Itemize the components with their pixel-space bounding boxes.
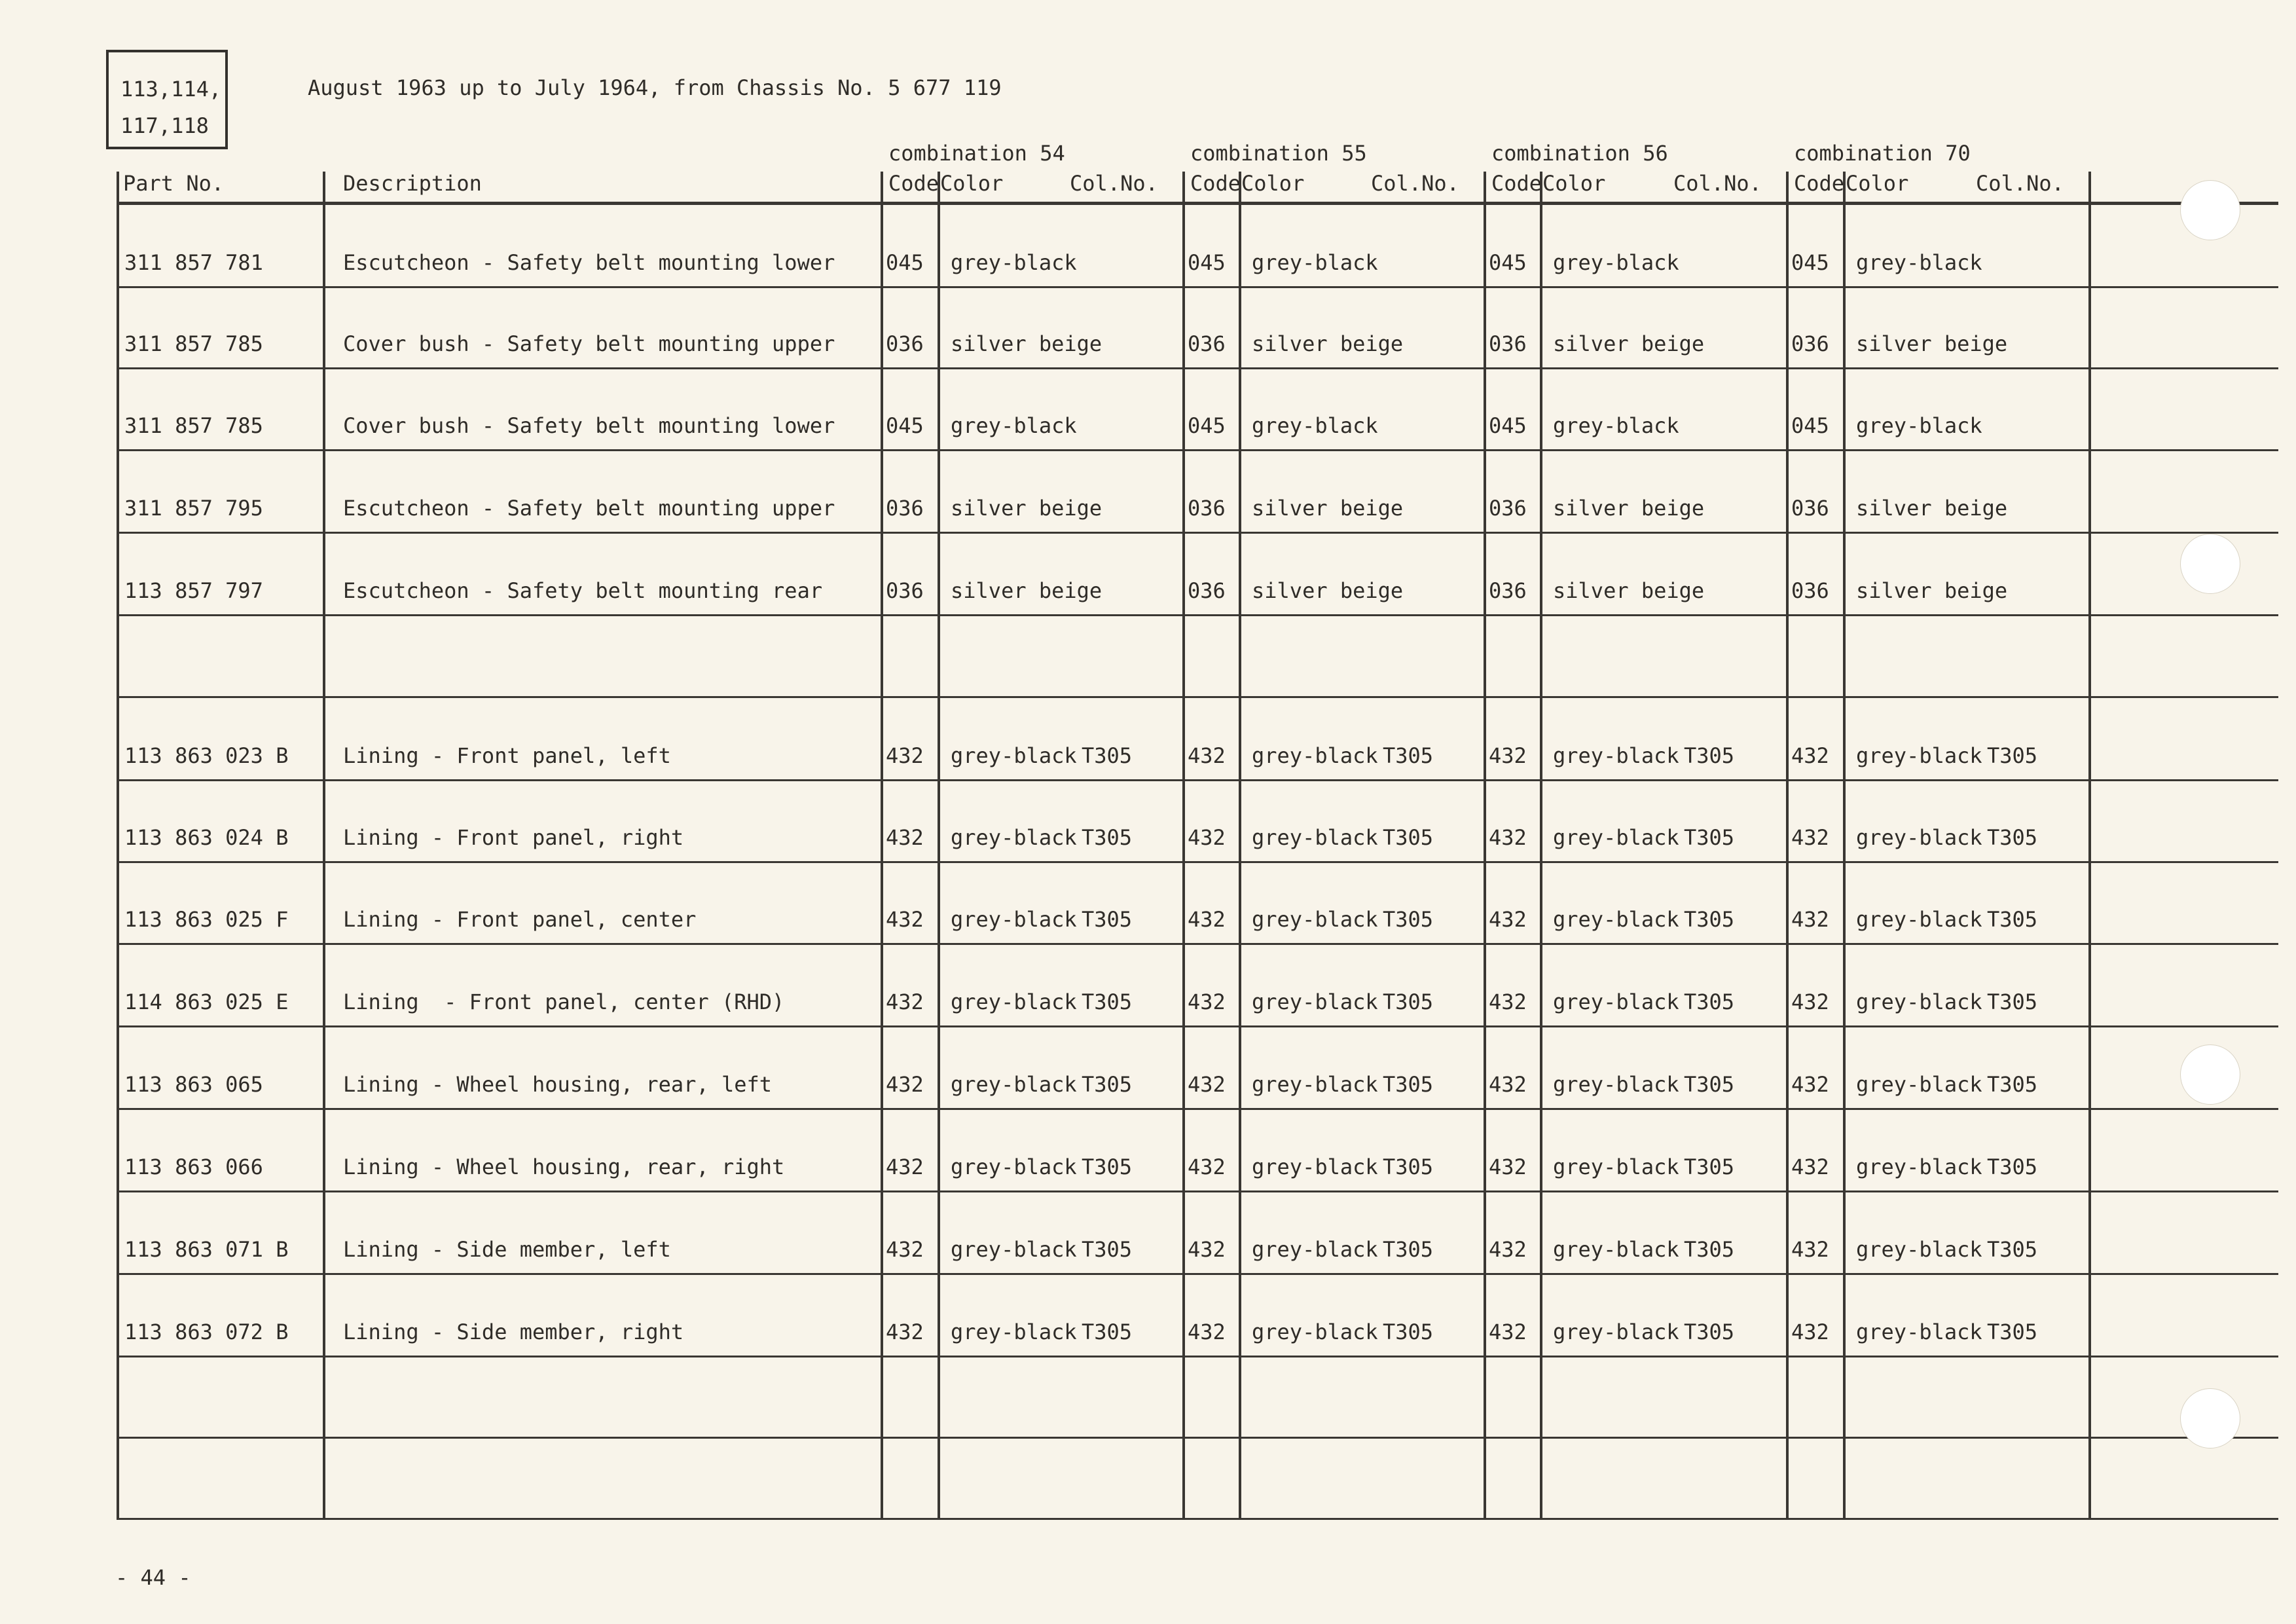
part-description: Lining - Wheel housing, rear, left (343, 1072, 773, 1097)
row-rule (117, 614, 2278, 616)
color-code: 432 (1489, 1154, 1527, 1179)
color-code: 432 (1188, 1072, 1226, 1097)
part-description: Lining - Front panel, right (343, 825, 684, 850)
color-name: grey-black (1553, 907, 1679, 932)
color-name: grey-black (1856, 907, 1982, 932)
color-name: silver beige (1856, 331, 2008, 356)
color-name: grey-black (951, 1154, 1077, 1179)
part-number: 311 857 781 (124, 250, 263, 275)
part-description: Lining - Wheel housing, rear, right (343, 1154, 785, 1179)
code-header: Code (888, 171, 939, 196)
color-name: grey-black (1553, 250, 1679, 275)
color-number: T305 (1684, 825, 1735, 850)
color-name: grey-black (951, 1237, 1077, 1262)
color-code: 036 (1188, 578, 1226, 603)
col-no-header: Col.No. (1673, 171, 1762, 196)
color-code: 432 (1791, 989, 1829, 1014)
color-code: 432 (1791, 825, 1829, 850)
part-description: Lining - Front panel, left (343, 743, 671, 768)
part-no-header: Part No. (123, 171, 225, 196)
part-description: Escutcheon - Safety belt mounting lower (343, 250, 835, 275)
page-title: August 1963 up to July 1964, from Chassis No. 5 677 119 (308, 75, 1002, 100)
color-code: 036 (1489, 496, 1527, 521)
row-rule (117, 1108, 2278, 1110)
color-code: 045 (1489, 413, 1527, 438)
color-name: grey-black (951, 250, 1077, 275)
color-code: 432 (1188, 1320, 1226, 1344)
part-number: 113 863 066 (124, 1154, 263, 1179)
color-number: T305 (1383, 1154, 1434, 1179)
color-name: grey-black (951, 907, 1077, 932)
color-name: grey-black (1252, 1320, 1378, 1344)
color-name: grey-black (1553, 989, 1679, 1014)
part-number: 113 863 065 (124, 1072, 263, 1097)
color-number: T305 (1987, 1072, 2038, 1097)
color-number: T305 (1684, 1072, 1735, 1097)
column-rule (1484, 172, 1486, 1518)
color-name: grey-black (1553, 743, 1679, 768)
color-code: 432 (886, 989, 924, 1014)
color-number: T305 (1383, 989, 1434, 1014)
color-header: Color (940, 171, 1004, 196)
column-rule (1182, 172, 1185, 1518)
part-number: 113 863 072 B (124, 1320, 289, 1344)
color-code: 432 (1489, 825, 1527, 850)
color-number: T305 (1684, 1237, 1735, 1262)
color-name: grey-black (1252, 1237, 1378, 1262)
row-rule (117, 532, 2278, 534)
color-number: T305 (1987, 1320, 2038, 1344)
color-header: Color (1542, 171, 1606, 196)
color-name: grey-black (1856, 1237, 1982, 1262)
row-rule (117, 1518, 2278, 1520)
color-name: grey-black (1252, 907, 1378, 932)
part-description: Escutcheon - Safety belt mounting rear (343, 578, 823, 603)
color-number: T305 (1383, 1237, 1434, 1262)
color-name: grey-black (1252, 825, 1378, 850)
color-name: grey-black (1856, 413, 1982, 438)
color-code: 432 (1489, 989, 1527, 1014)
row-rule (117, 1190, 2278, 1192)
part-number: 113 863 023 B (124, 743, 289, 768)
color-code: 432 (886, 907, 924, 932)
column-rule (1540, 172, 1542, 1518)
color-code: 432 (1791, 907, 1829, 932)
color-name: grey-black (951, 989, 1077, 1014)
color-code: 432 (1489, 743, 1527, 768)
color-name: grey-black (1856, 743, 1982, 768)
row-rule (117, 943, 2278, 945)
color-code: 045 (1791, 250, 1829, 275)
description-header: Description (343, 171, 482, 196)
color-number: T305 (1987, 825, 2038, 850)
color-code: 432 (886, 1237, 924, 1262)
color-code: 432 (1489, 1320, 1527, 1344)
color-number: T305 (1082, 743, 1133, 768)
color-code: 045 (1188, 250, 1226, 275)
part-number: 113 863 024 B (124, 825, 289, 850)
part-description: Escutcheon - Safety belt mounting upper (343, 496, 835, 521)
color-code: 036 (1791, 496, 1829, 521)
color-number: T305 (1383, 1320, 1434, 1344)
color-name: silver beige (1856, 496, 2008, 521)
color-code: 036 (886, 331, 924, 356)
part-number: 113 863 025 F (124, 907, 289, 932)
color-code: 036 (886, 578, 924, 603)
color-number: T305 (1987, 907, 2038, 932)
color-number: T305 (1684, 1320, 1735, 1344)
color-code: 432 (886, 1154, 924, 1179)
color-name: grey-black (1252, 743, 1378, 768)
row-rule (117, 696, 2278, 698)
color-name: silver beige (1252, 331, 1404, 356)
color-code: 036 (1489, 331, 1527, 356)
color-name: grey-black (1553, 1320, 1679, 1344)
color-code: 045 (1188, 413, 1226, 438)
color-code: 432 (1791, 1072, 1829, 1097)
color-name: grey-black (1553, 825, 1679, 850)
col-no-header: Col.No. (1070, 171, 1158, 196)
binder-hole (2180, 534, 2240, 594)
color-name: grey-black (1856, 1320, 1982, 1344)
color-code: 432 (886, 825, 924, 850)
color-name: grey-black (951, 743, 1077, 768)
row-rule (117, 779, 2278, 781)
color-name: silver beige (951, 331, 1102, 356)
model-number-box (106, 50, 228, 149)
column-rule (881, 172, 883, 1518)
row-rule (117, 286, 2278, 288)
color-code: 036 (1791, 331, 1829, 356)
color-code: 432 (886, 743, 924, 768)
col-no-header: Col.No. (1976, 171, 2064, 196)
color-number: T305 (1082, 907, 1133, 932)
part-number: 311 857 785 (124, 413, 263, 438)
color-code: 432 (1188, 1237, 1226, 1262)
color-code: 432 (886, 1072, 924, 1097)
row-rule (117, 861, 2278, 863)
color-name: grey-black (1553, 1237, 1679, 1262)
color-name: grey-black (1553, 1072, 1679, 1097)
code-header: Code (1794, 171, 1845, 196)
color-number: T305 (1383, 743, 1434, 768)
color-name: grey-black (951, 1320, 1077, 1344)
color-name: grey-black (1553, 413, 1679, 438)
color-name: grey-black (1252, 413, 1378, 438)
color-code: 045 (1791, 413, 1829, 438)
color-number: T305 (1987, 989, 2038, 1014)
page-number: - 44 - (115, 1565, 191, 1590)
color-header: Color (1241, 171, 1305, 196)
combination-header: combination 56 (1491, 141, 1668, 166)
part-description: Cover bush - Safety belt mounting upper (343, 331, 835, 356)
model-line-2: 117,118 (120, 113, 209, 138)
column-rule (1786, 172, 1789, 1518)
color-number: T305 (1684, 1154, 1735, 1179)
color-name: silver beige (1553, 578, 1705, 603)
color-code: 045 (1489, 250, 1527, 275)
combination-header: combination 55 (1190, 141, 1367, 166)
color-code: 432 (1791, 1237, 1829, 1262)
part-description: Lining - Side member, left (343, 1237, 671, 1262)
color-code: 432 (1188, 989, 1226, 1014)
binder-hole (2180, 1044, 2240, 1105)
color-code: 432 (1188, 1154, 1226, 1179)
color-code: 036 (1188, 496, 1226, 521)
color-number: T305 (1082, 825, 1133, 850)
color-name: grey-black (1252, 1154, 1378, 1179)
color-code: 036 (1791, 578, 1829, 603)
color-code: 036 (1489, 578, 1527, 603)
color-number: T305 (1082, 1320, 1133, 1344)
model-line-1: 113,114, (120, 77, 222, 101)
color-code: 432 (1791, 1154, 1829, 1179)
part-number: 113 857 797 (124, 578, 263, 603)
column-rule (1239, 172, 1241, 1518)
color-code: 432 (886, 1320, 924, 1344)
color-name: grey-black (1856, 825, 1982, 850)
part-number: 113 863 071 B (124, 1237, 289, 1262)
color-number: T305 (1383, 907, 1434, 932)
color-name: grey-black (1553, 1154, 1679, 1179)
column-rule (323, 172, 325, 1518)
row-rule (117, 202, 2278, 205)
color-name: silver beige (951, 496, 1102, 521)
column-rule (117, 172, 119, 1518)
column-rule (1843, 172, 1846, 1518)
color-code: 045 (886, 413, 924, 438)
color-name: grey-black (1856, 250, 1982, 275)
row-rule (117, 1273, 2278, 1275)
part-number: 311 857 785 (124, 331, 263, 356)
row-rule (117, 1437, 2278, 1439)
color-name: silver beige (1553, 331, 1705, 356)
column-rule (938, 172, 940, 1518)
color-number: T305 (1987, 1154, 2038, 1179)
row-rule (117, 1356, 2278, 1357)
color-name: grey-black (951, 1072, 1077, 1097)
color-code: 432 (1188, 825, 1226, 850)
color-code: 432 (1489, 1237, 1527, 1262)
color-code: 432 (1489, 907, 1527, 932)
color-number: T305 (1082, 1237, 1133, 1262)
color-code: 432 (1188, 907, 1226, 932)
code-header: Code (1491, 171, 1542, 196)
combination-header: combination 70 (1794, 141, 1971, 166)
part-description: Lining - Front panel, center (343, 907, 697, 932)
color-code: 432 (1791, 743, 1829, 768)
row-rule (117, 1025, 2278, 1027)
column-rule (2088, 172, 2091, 1518)
row-rule (117, 367, 2278, 369)
color-name: grey-black (1252, 250, 1378, 275)
color-name: grey-black (1856, 1154, 1982, 1179)
color-name: silver beige (1252, 578, 1404, 603)
color-number: T305 (1082, 1072, 1133, 1097)
color-name: silver beige (951, 578, 1102, 603)
color-name: grey-black (1252, 1072, 1378, 1097)
code-header: Code (1190, 171, 1241, 196)
color-header: Color (1846, 171, 1909, 196)
color-name: silver beige (1856, 578, 2008, 603)
color-code: 432 (1489, 1072, 1527, 1097)
color-name: silver beige (1553, 496, 1705, 521)
color-number: T305 (1684, 989, 1735, 1014)
color-name: grey-black (1856, 1072, 1982, 1097)
part-description: Lining - Side member, right (343, 1320, 684, 1344)
color-number: T305 (1684, 907, 1735, 932)
col-no-header: Col.No. (1371, 171, 1459, 196)
color-number: T305 (1987, 1237, 2038, 1262)
combination-header: combination 54 (888, 141, 1065, 166)
color-number: T305 (1383, 825, 1434, 850)
part-number: 311 857 795 (124, 496, 263, 521)
color-number: T305 (1082, 989, 1133, 1014)
color-code: 036 (886, 496, 924, 521)
color-code: 432 (1791, 1320, 1829, 1344)
color-code: 036 (1188, 331, 1226, 356)
binder-hole (2180, 1388, 2240, 1449)
binder-hole (2180, 180, 2240, 240)
color-number: T305 (1987, 743, 2038, 768)
part-number: 114 863 025 E (124, 989, 289, 1014)
color-name: grey-black (1856, 989, 1982, 1014)
part-description: Cover bush - Safety belt mounting lower (343, 413, 835, 438)
color-code: 045 (886, 250, 924, 275)
color-number: T305 (1684, 743, 1735, 768)
color-number: T305 (1383, 1072, 1434, 1097)
row-rule (117, 449, 2278, 451)
color-name: grey-black (1252, 989, 1378, 1014)
color-code: 432 (1188, 743, 1226, 768)
color-name: grey-black (951, 413, 1077, 438)
color-name: grey-black (951, 825, 1077, 850)
color-name: silver beige (1252, 496, 1404, 521)
part-description: Lining - Front panel, center (RHD) (343, 989, 785, 1014)
color-number: T305 (1082, 1154, 1133, 1179)
